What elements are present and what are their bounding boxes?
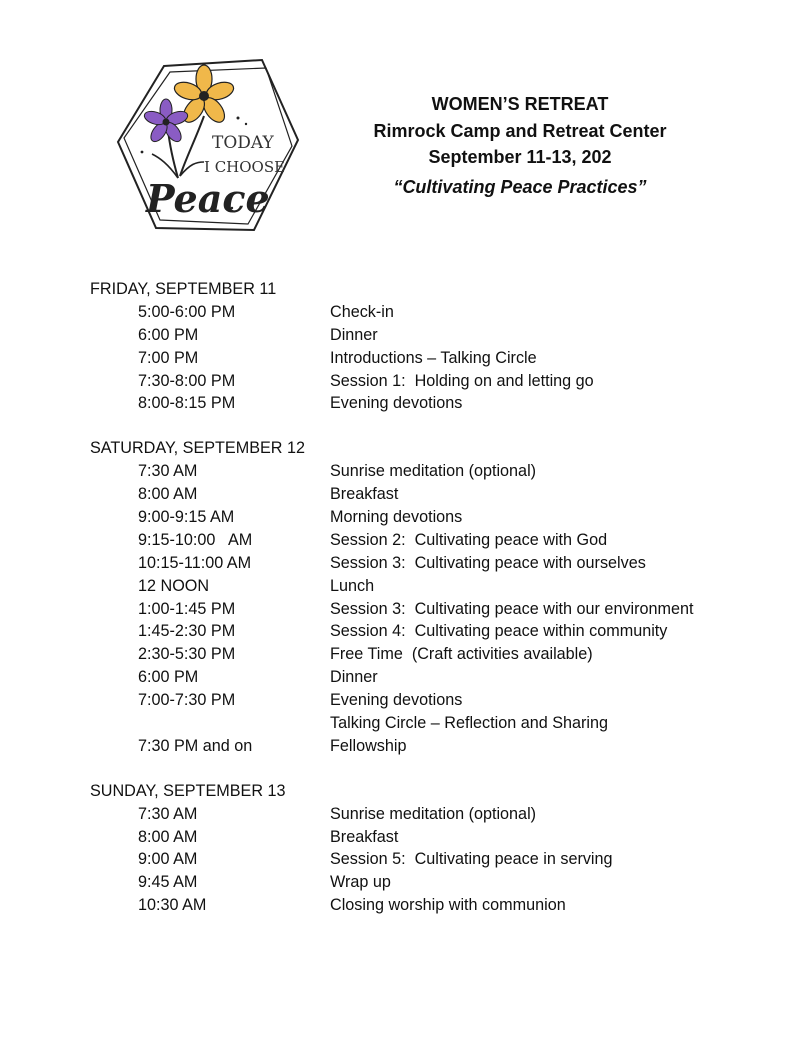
schedule-activity: Check-in: [330, 302, 394, 321]
svg-text:I CHOOSE: I CHOOSE: [204, 158, 286, 176]
schedule-time: 7:30-8:00 PM: [138, 371, 236, 390]
day-heading: SUNDAY, SEPTEMBER 13: [90, 781, 286, 800]
schedule-row: [90, 460, 780, 483]
schedule-row: [90, 643, 780, 666]
schedule-time: 2:30-5:30 PM: [138, 645, 236, 664]
retreat-theme: “Cultivating Peace Practices”: [393, 176, 647, 197]
schedule-row: [90, 324, 780, 347]
schedule-row: [90, 871, 780, 894]
schedule-time: 7:30 PM and on: [138, 736, 253, 755]
svg-text:TODAY: TODAY: [212, 133, 274, 153]
schedule-row: [90, 848, 780, 871]
schedule-row: [90, 735, 780, 758]
schedule-row: [90, 483, 780, 506]
svg-text:Peace: Peace: [146, 176, 270, 221]
schedule-time: 10:15-11:00 AM: [138, 553, 252, 572]
schedule-time: 7:30 AM: [138, 462, 198, 481]
schedule-row: [90, 666, 780, 689]
retreat-venue: Rimrock Camp and Retreat Center: [373, 120, 667, 141]
retreat-title: WOMEN’S RETREAT: [431, 94, 609, 114]
schedule-time: 8:00-8:15 PM: [138, 394, 236, 413]
schedule-time: 9:00 AM: [138, 850, 198, 869]
schedule-row: [90, 301, 780, 324]
schedule-activity: Closing worship with communion: [330, 896, 566, 915]
schedule-activity: Evening devotions: [330, 691, 463, 710]
schedule-time: 7:00-7:30 PM: [138, 691, 236, 710]
day-friday: [90, 278, 780, 415]
schedule-time: 7:00 PM: [138, 348, 199, 367]
schedule-time: 6:00 PM: [138, 325, 199, 344]
schedule-time: 7:30 AM: [138, 804, 198, 823]
schedule-row: [90, 370, 780, 393]
schedule-activity: Session 3: Cultivating peace with ourselves: [330, 553, 646, 572]
schedule-row: [90, 803, 780, 826]
schedule-activity: Talking Circle – Reflection and Sharing: [330, 714, 609, 733]
schedule-activity: Session 3: Cultivating peace with our environment: [330, 599, 694, 618]
schedule-activity: Breakfast: [330, 485, 399, 504]
schedule-activity: Breakfast: [330, 827, 399, 846]
schedule-time: 9:15-10:00 AM: [138, 530, 253, 549]
schedule: [90, 278, 780, 939]
schedule-row: [90, 552, 780, 575]
schedule-time: 9:45 AM: [138, 873, 198, 892]
day-heading: SATURDAY, SEPTEMBER 12: [90, 439, 305, 458]
schedule-row: [90, 826, 780, 849]
schedule-row: [90, 529, 780, 552]
schedule-time: 12 NOON: [138, 576, 210, 595]
schedule-time: 5:00-6:00 PM: [138, 302, 236, 321]
schedule-row: [90, 575, 780, 598]
schedule-time: 10:30 AM: [138, 896, 207, 915]
schedule-activity: Lunch: [330, 576, 375, 595]
schedule-activity: Session 1: Holding on and letting go: [330, 371, 594, 390]
schedule-activity: Sunrise meditation (optional): [330, 804, 537, 823]
retreat-header: [330, 91, 710, 200]
schedule-activity: Free Time (Craft activities available): [330, 645, 593, 664]
schedule-activity: Fellowship: [330, 736, 407, 755]
schedule-activity: Morning devotions: [330, 508, 463, 527]
day-saturday: [90, 437, 780, 757]
schedule-activity: Wrap up: [330, 873, 391, 892]
schedule-time: 9:00-9:15 AM: [138, 508, 235, 527]
schedule-activity: Dinner: [330, 668, 378, 687]
schedule-row: [90, 689, 780, 712]
schedule-time: 8:00 AM: [138, 827, 198, 846]
schedule-time: 8:00 AM: [138, 485, 198, 504]
schedule-row: [90, 347, 780, 370]
schedule-activity: Introductions – Talking Circle: [330, 348, 537, 367]
schedule-row: [90, 598, 780, 621]
schedule-row: [90, 620, 780, 643]
schedule-activity: Session 2: Cultivating peace with God: [330, 530, 608, 549]
schedule-activity: Session 5: Cultivating peace in serving: [330, 850, 613, 869]
day-heading: FRIDAY, SEPTEMBER 11: [90, 280, 277, 298]
schedule-activity: Sunrise meditation (optional): [330, 462, 537, 481]
schedule-row: [90, 392, 780, 415]
schedule-row: [90, 506, 780, 529]
day-sunday: [90, 780, 780, 917]
schedule-row: [90, 894, 780, 917]
schedule-activity: Session 4: Cultivating peace within community: [330, 622, 668, 641]
schedule-time: 1:45-2:30 PM: [138, 622, 236, 641]
schedule-time: 6:00 PM: [138, 668, 199, 687]
retreat-dates: September 11-13, 202: [428, 147, 612, 167]
today-i-choose-peace-logo: [112, 58, 302, 234]
schedule-row: [90, 712, 780, 735]
schedule-activity: Evening devotions: [330, 394, 463, 413]
schedule-time: 1:00-1:45 PM: [138, 599, 236, 618]
schedule-activity: Dinner: [330, 325, 378, 344]
